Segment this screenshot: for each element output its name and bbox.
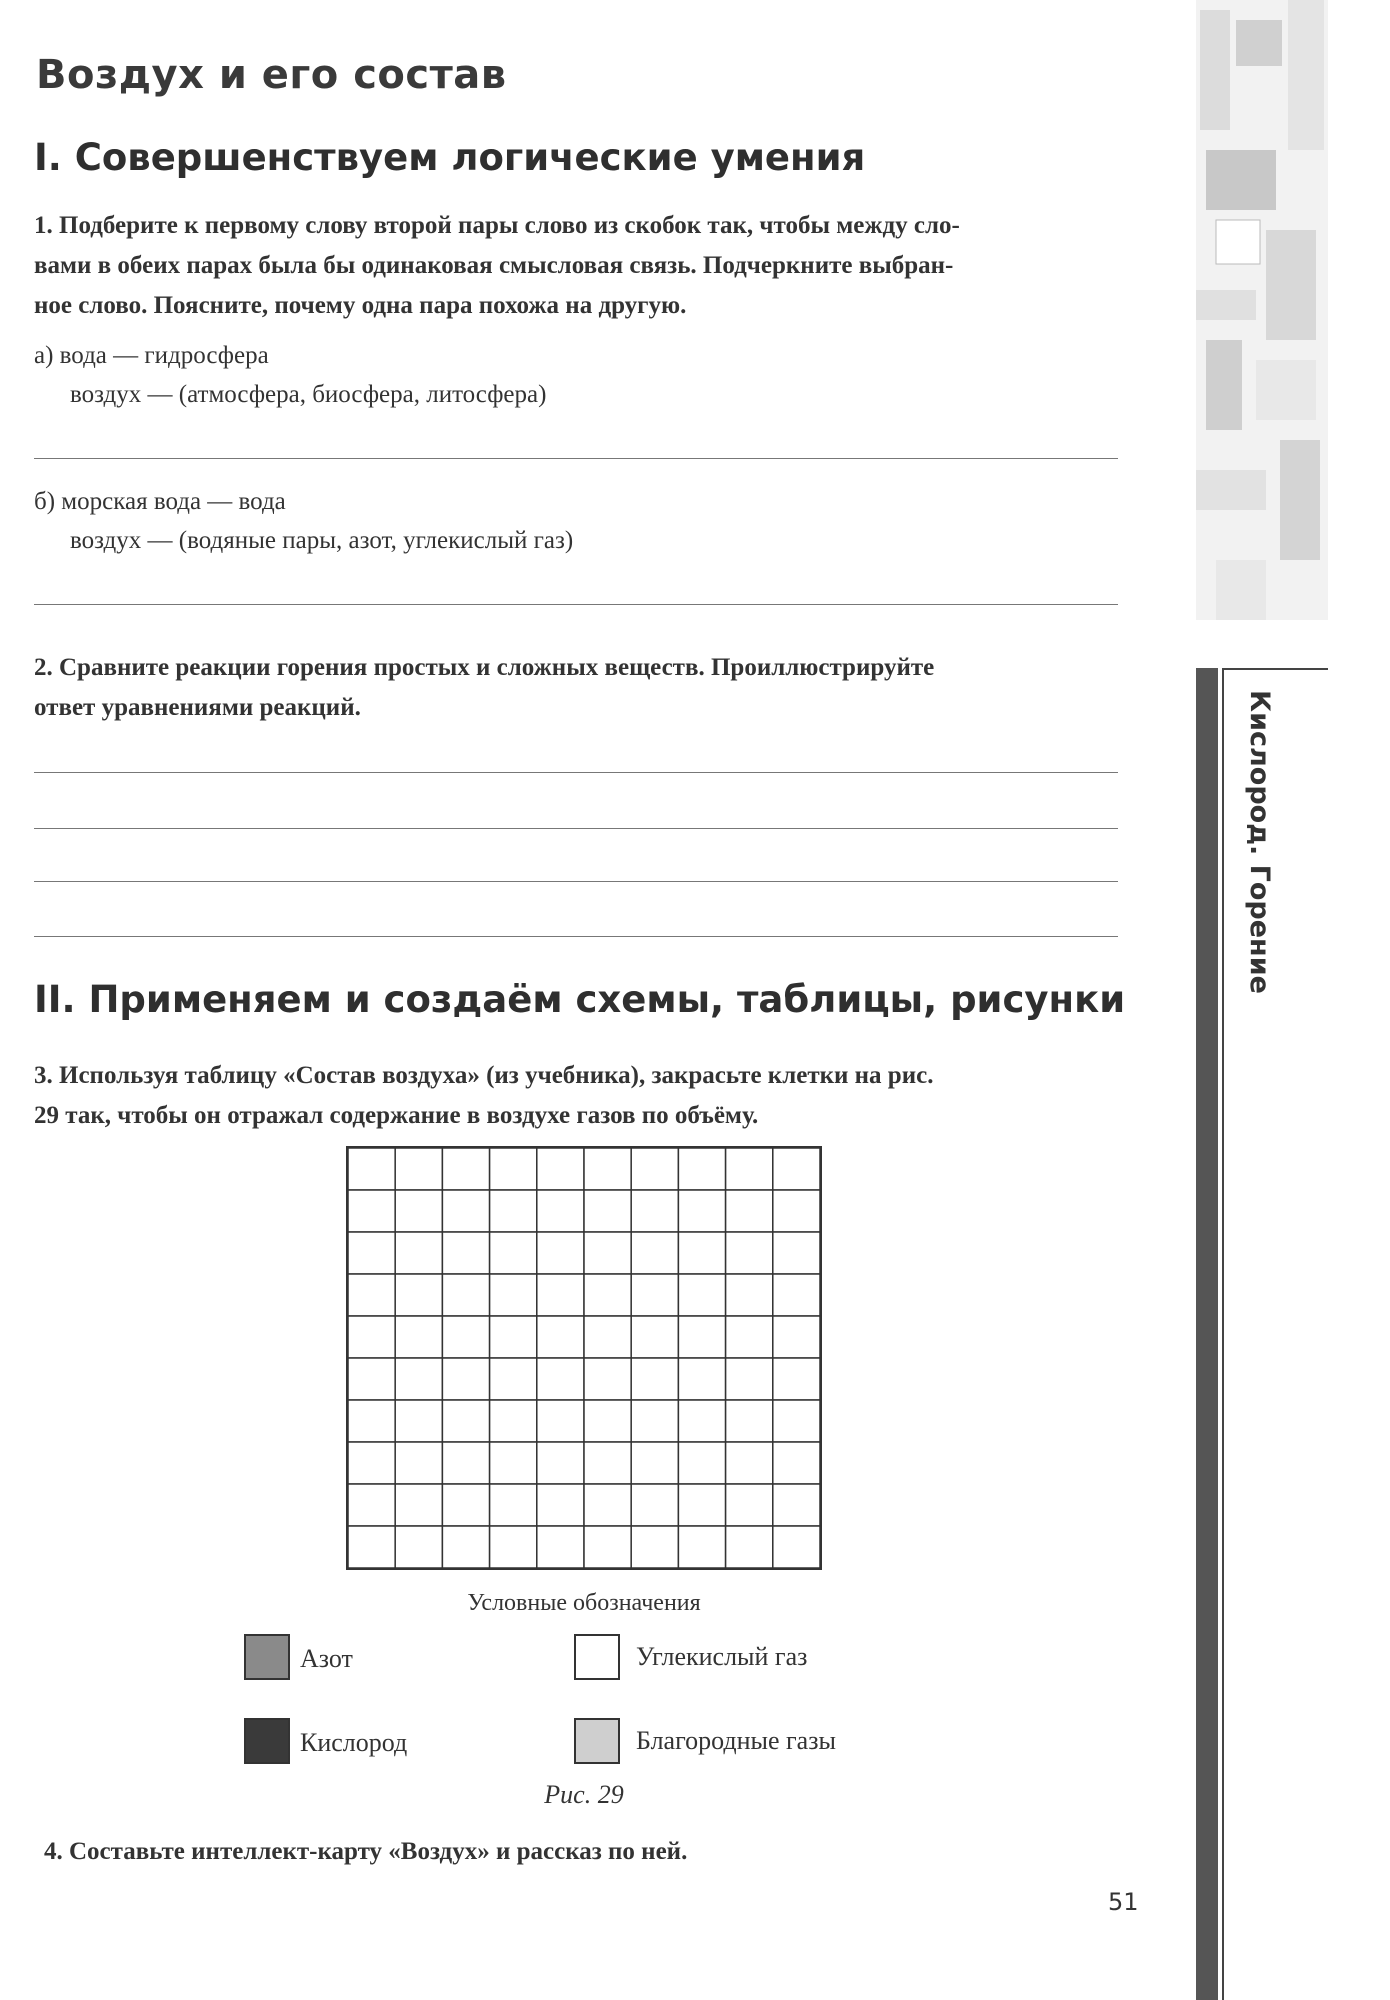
item-a-line-2: воздух — (атмосфера, биосфера, литосфера) [70, 381, 547, 408]
grid-cell[interactable] [678, 1358, 725, 1400]
task-2 [34, 648, 1134, 728]
oxygen-swatch [244, 1718, 290, 1764]
noble-gases-swatch [574, 1718, 620, 1764]
grid-cell[interactable] [490, 1190, 537, 1232]
grid-cell[interactable] [773, 1400, 820, 1442]
answer-line[interactable] [34, 936, 1118, 937]
task-3 [34, 1056, 1134, 1136]
grid-cell[interactable] [631, 1148, 678, 1190]
legend-label-nitrogen: Азот [300, 1644, 353, 1673]
grid-cell[interactable] [395, 1232, 442, 1274]
task-1-line-2: вами в обеих парах была бы одинаковая смысловая связь. Подчеркните выбран- [34, 252, 954, 279]
grid-cell[interactable] [395, 1274, 442, 1316]
grid-cell[interactable] [395, 1316, 442, 1358]
grid-cell[interactable] [348, 1316, 395, 1358]
grid-cell[interactable] [631, 1274, 678, 1316]
task-1 [34, 206, 1134, 326]
grid-cell[interactable] [773, 1358, 820, 1400]
grid-cell[interactable] [773, 1232, 820, 1274]
answer-line[interactable] [34, 772, 1118, 773]
grid-cell[interactable] [442, 1190, 489, 1232]
grid-cell[interactable] [395, 1484, 442, 1526]
grid-cell[interactable] [348, 1358, 395, 1400]
grid-cell[interactable] [490, 1442, 537, 1484]
legend-label-carbon-dioxide: Углекислый газ [636, 1642, 808, 1671]
grid-cell[interactable] [537, 1274, 584, 1316]
answer-line[interactable] [34, 881, 1118, 882]
grid-cell[interactable] [395, 1358, 442, 1400]
grid-cell[interactable] [348, 1526, 395, 1568]
grid-cell[interactable] [678, 1316, 725, 1358]
grid-cell[interactable] [584, 1484, 631, 1526]
grid-cell[interactable] [773, 1274, 820, 1316]
legend-label-oxygen: Кислород [300, 1728, 408, 1757]
grid-cell[interactable] [442, 1232, 489, 1274]
coloring-grid [346, 1146, 822, 1570]
grid-cell[interactable] [490, 1232, 537, 1274]
grid-cell[interactable] [584, 1400, 631, 1442]
item-b [34, 482, 573, 560]
legend-label-noble-gases: Благородные газы [636, 1726, 836, 1755]
side-tab-label: Кислород. Горение [1244, 690, 1275, 994]
grid-cell[interactable] [395, 1400, 442, 1442]
grid-cell[interactable] [678, 1484, 725, 1526]
section-1-title: I. Совершенствуем логические умения [34, 136, 866, 179]
decorative-pattern [1196, 0, 1328, 620]
task-4: 4. Составьте интеллект-карту «Воздух» и рассказ по ней. [44, 1838, 688, 1865]
grid-cell[interactable] [348, 1148, 395, 1190]
grid-cell[interactable] [726, 1316, 773, 1358]
grid-cell[interactable] [490, 1358, 537, 1400]
grid-cell[interactable] [678, 1526, 725, 1568]
answer-line[interactable] [34, 828, 1118, 829]
grid-cell[interactable] [584, 1190, 631, 1232]
grid-cell[interactable] [584, 1148, 631, 1190]
grid-cell[interactable] [442, 1526, 489, 1568]
grid-cell[interactable] [678, 1190, 725, 1232]
grid-cell[interactable] [726, 1484, 773, 1526]
legend-title: Условные обозначения [467, 1590, 701, 1616]
grid-cell[interactable] [442, 1148, 489, 1190]
grid-cell[interactable] [726, 1274, 773, 1316]
grid-cell[interactable] [442, 1274, 489, 1316]
grid-cell[interactable] [631, 1442, 678, 1484]
figure-caption: Рис. 29 [544, 1780, 624, 1809]
grid-cell[interactable] [773, 1148, 820, 1190]
grid-cell[interactable] [678, 1148, 725, 1190]
grid-cell[interactable] [631, 1232, 678, 1274]
grid-cell[interactable] [631, 1358, 678, 1400]
grid-cell[interactable] [678, 1442, 725, 1484]
answer-line[interactable] [34, 458, 1118, 459]
grid-cell[interactable] [537, 1526, 584, 1568]
grid-cell[interactable] [442, 1358, 489, 1400]
nitrogen-swatch [244, 1634, 290, 1680]
grid-cell[interactable] [348, 1400, 395, 1442]
grid-cell[interactable] [348, 1484, 395, 1526]
item-b-line-1: б) морская вода — вода [34, 488, 286, 515]
grid-cell[interactable] [726, 1148, 773, 1190]
answer-line[interactable] [34, 604, 1118, 605]
grid-cell[interactable] [726, 1190, 773, 1232]
grid-cell[interactable] [442, 1484, 489, 1526]
grid-cell[interactable] [537, 1316, 584, 1358]
item-b-line-2: воздух — (водяные пары, азот, углекислый газ) [70, 527, 574, 554]
task-3-line-2: 29 так, чтобы он отражал содержание в воздухе газов по объёму. [34, 1102, 759, 1129]
grid-cell[interactable] [726, 1358, 773, 1400]
grid-cell[interactable] [490, 1484, 537, 1526]
grid-cell[interactable] [490, 1148, 537, 1190]
task-3-line-1: 3. Используя таблицу «Состав воздуха» (из учебника), закрасьте клетки на рис. [34, 1062, 934, 1089]
grid-cell[interactable] [442, 1442, 489, 1484]
grid-cell[interactable] [442, 1400, 489, 1442]
grid-cell[interactable] [348, 1190, 395, 1232]
grid-cell[interactable] [726, 1526, 773, 1568]
grid-cell[interactable] [537, 1400, 584, 1442]
page-title: Воздух и его состав [36, 52, 507, 98]
grid-cell[interactable] [773, 1316, 820, 1358]
grid-cell[interactable] [537, 1484, 584, 1526]
item-a [34, 336, 546, 414]
grid-cell[interactable] [348, 1232, 395, 1274]
task-1-line-1: 1. Подберите к первому слову второй пары слово из скобок так, чтобы между сло- [34, 212, 960, 239]
grid-cell[interactable] [631, 1526, 678, 1568]
grid-cell[interactable] [678, 1400, 725, 1442]
grid-cell[interactable] [348, 1442, 395, 1484]
grid-cell[interactable] [537, 1442, 584, 1484]
grid-cell[interactable] [773, 1190, 820, 1232]
grid-cell[interactable] [678, 1232, 725, 1274]
grid-cell[interactable] [490, 1526, 537, 1568]
grid-cell[interactable] [678, 1274, 725, 1316]
grid-cell[interactable] [726, 1232, 773, 1274]
grid-cell[interactable] [490, 1316, 537, 1358]
grid-cell[interactable] [348, 1274, 395, 1316]
grid-cell[interactable] [584, 1232, 631, 1274]
grid-cell[interactable] [631, 1316, 678, 1358]
grid-cell[interactable] [584, 1316, 631, 1358]
grid-cell[interactable] [537, 1358, 584, 1400]
grid-cell[interactable] [631, 1400, 678, 1442]
grid-cell[interactable] [773, 1484, 820, 1526]
carbon-dioxide-swatch [574, 1634, 620, 1680]
grid-cell[interactable] [631, 1190, 678, 1232]
grid-cell[interactable] [584, 1274, 631, 1316]
task-2-line-1: 2. Сравните реакции горения простых и сложных веществ. Проиллюстрируйте [34, 654, 935, 681]
grid-cell[interactable] [395, 1526, 442, 1568]
grid-cell[interactable] [490, 1274, 537, 1316]
section-2-title: II. Применяем и создаём схемы, таблицы, рисунки [34, 978, 1126, 1021]
page-number: 51 [1108, 1888, 1139, 1916]
grid-cell[interactable] [442, 1316, 489, 1358]
grid-cell[interactable] [773, 1442, 820, 1484]
grid-cell[interactable] [584, 1442, 631, 1484]
grid-cell[interactable] [537, 1148, 584, 1190]
grid-cell[interactable] [584, 1526, 631, 1568]
grid-cell[interactable] [631, 1484, 678, 1526]
grid-cell[interactable] [773, 1526, 820, 1568]
grid-cell[interactable] [726, 1442, 773, 1484]
side-tab-box [1222, 668, 1328, 2000]
grid-cell[interactable] [537, 1190, 584, 1232]
grid-cell[interactable] [584, 1358, 631, 1400]
grid-cell[interactable] [490, 1400, 537, 1442]
task-2-line-2: ответ уравнениями реакций. [34, 694, 361, 721]
item-a-line-1: а) вода — гидросфера [34, 342, 269, 369]
grid-cell[interactable] [395, 1442, 442, 1484]
grid-cell[interactable] [537, 1232, 584, 1274]
task-1-line-3: ное слово. Поясните, почему одна пара похожа на другую. [34, 292, 687, 319]
grid-cell[interactable] [395, 1190, 442, 1232]
side-dark-bar [1196, 668, 1218, 2000]
grid-cell[interactable] [726, 1400, 773, 1442]
grid-cell[interactable] [395, 1148, 442, 1190]
